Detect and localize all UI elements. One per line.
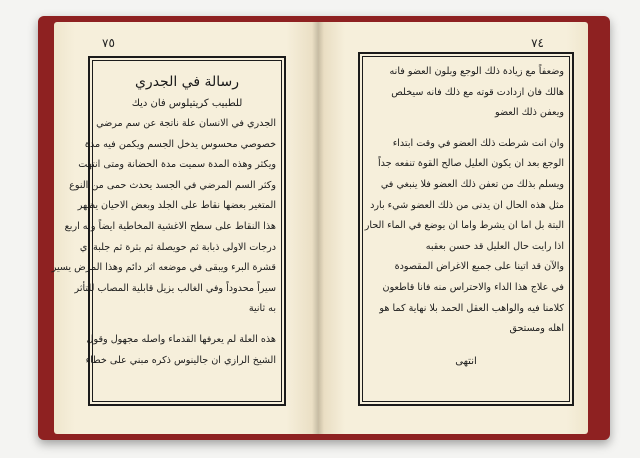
end-marker: انتهى (455, 355, 477, 367)
text-line: ويعفن ذلك العضو (495, 107, 564, 119)
text-line: ويكثر وهذه المدة سميت مدة الحضانة ومتى انتهت (78, 159, 276, 171)
text-line: الجدري في الانسان علة ناتجة عن سم مرضي (96, 118, 276, 129)
text-line: وان انت شرطت ذلك العضو في وقت ابتداء (392, 137, 564, 149)
right-page (318, 22, 588, 434)
text-line: وكثر السم المرضي في الجسد يحدث حمى من النوع (69, 179, 276, 191)
right-page-number: ٧٤ (531, 36, 544, 50)
text-line: هذا النقاط على سطح الاغشية المخاطية ايضاً وله اربع (64, 220, 276, 232)
text-line: سيراً محدوداً وفي الغالب يزيل قابلية المصاب للتأثر (74, 282, 276, 294)
text-line: وضعفاً مع زيادة ذلك الوجع وبلون العضو فانه (389, 66, 564, 77)
right-paragraph-2 (364, 134, 564, 258)
right-paragraph-1 (368, 62, 564, 124)
left-page (51, 22, 318, 434)
text-line: ويسلم بذلك من تعفن ذلك العضو فلا ينبغي في (380, 178, 564, 190)
left-page-number: ٧٥ (102, 36, 115, 50)
left-text-block (51, 66, 276, 398)
right-paragraph-3 (368, 257, 564, 339)
right-text-frame (358, 52, 574, 406)
text-line: خصوصي محسوس يدخل الجسم ويكمن فيه مدة (84, 138, 276, 150)
text-line: اذا رايت حال العليل قد حسن بعقبه (425, 240, 564, 252)
text-line: هالك فان ازدادت قوته مع ذلك فانه سيخلص (391, 86, 564, 98)
text-line: البتة بل اما ان يشرط واما ان يوضع في الماء الحار (364, 220, 564, 232)
text-line: قشرة البرء ويبقى في موضعه اثر دائم وهذا المرض يسير (51, 262, 276, 274)
text-line: الوجع بعد ان يكون العليل صالح القوة تنفعه جداً (378, 158, 564, 170)
text-line: به ثانية (248, 303, 276, 315)
text-line: في علاج هذا الداء والاحتراس منه فانا قاطعون (382, 281, 564, 293)
text-line: الشيخ الرازي ان جالينوس ذكره مبني على خطاء (85, 354, 276, 366)
text-line: كلامنا فيه والواهب العقل الحمد بلا نهاية كما هو (379, 302, 564, 314)
text-line: مثل هذه الحال ان يدنى من ذلك العضو شيء بارد (370, 199, 564, 211)
left-paragraph-1 (51, 114, 276, 320)
treatise-author: للطبيب كريتيلوس فان ديك (131, 98, 243, 109)
book-gutter (312, 22, 324, 434)
text-line: المتغير بعضها نقاط على الجلد وبعض الاحيان يظهر (77, 200, 276, 212)
text-line: اهله ومستحق (509, 323, 564, 335)
text-line: درجات الاولى ذبابة ثم حويصلة ثم بثرة ثم جلبة اي (79, 241, 276, 253)
treatise-title: رسالة في الجدري (134, 74, 240, 90)
text-line: والآن قد اتينا على جميع الاغراض المقصودة (394, 261, 564, 273)
text-line: هذه العلة لم يعرفها القدماء واصله مجهول وقول (86, 333, 276, 345)
right-text-block (364, 62, 564, 398)
left-paragraph-2 (85, 330, 276, 371)
left-text-frame (51, 56, 286, 406)
